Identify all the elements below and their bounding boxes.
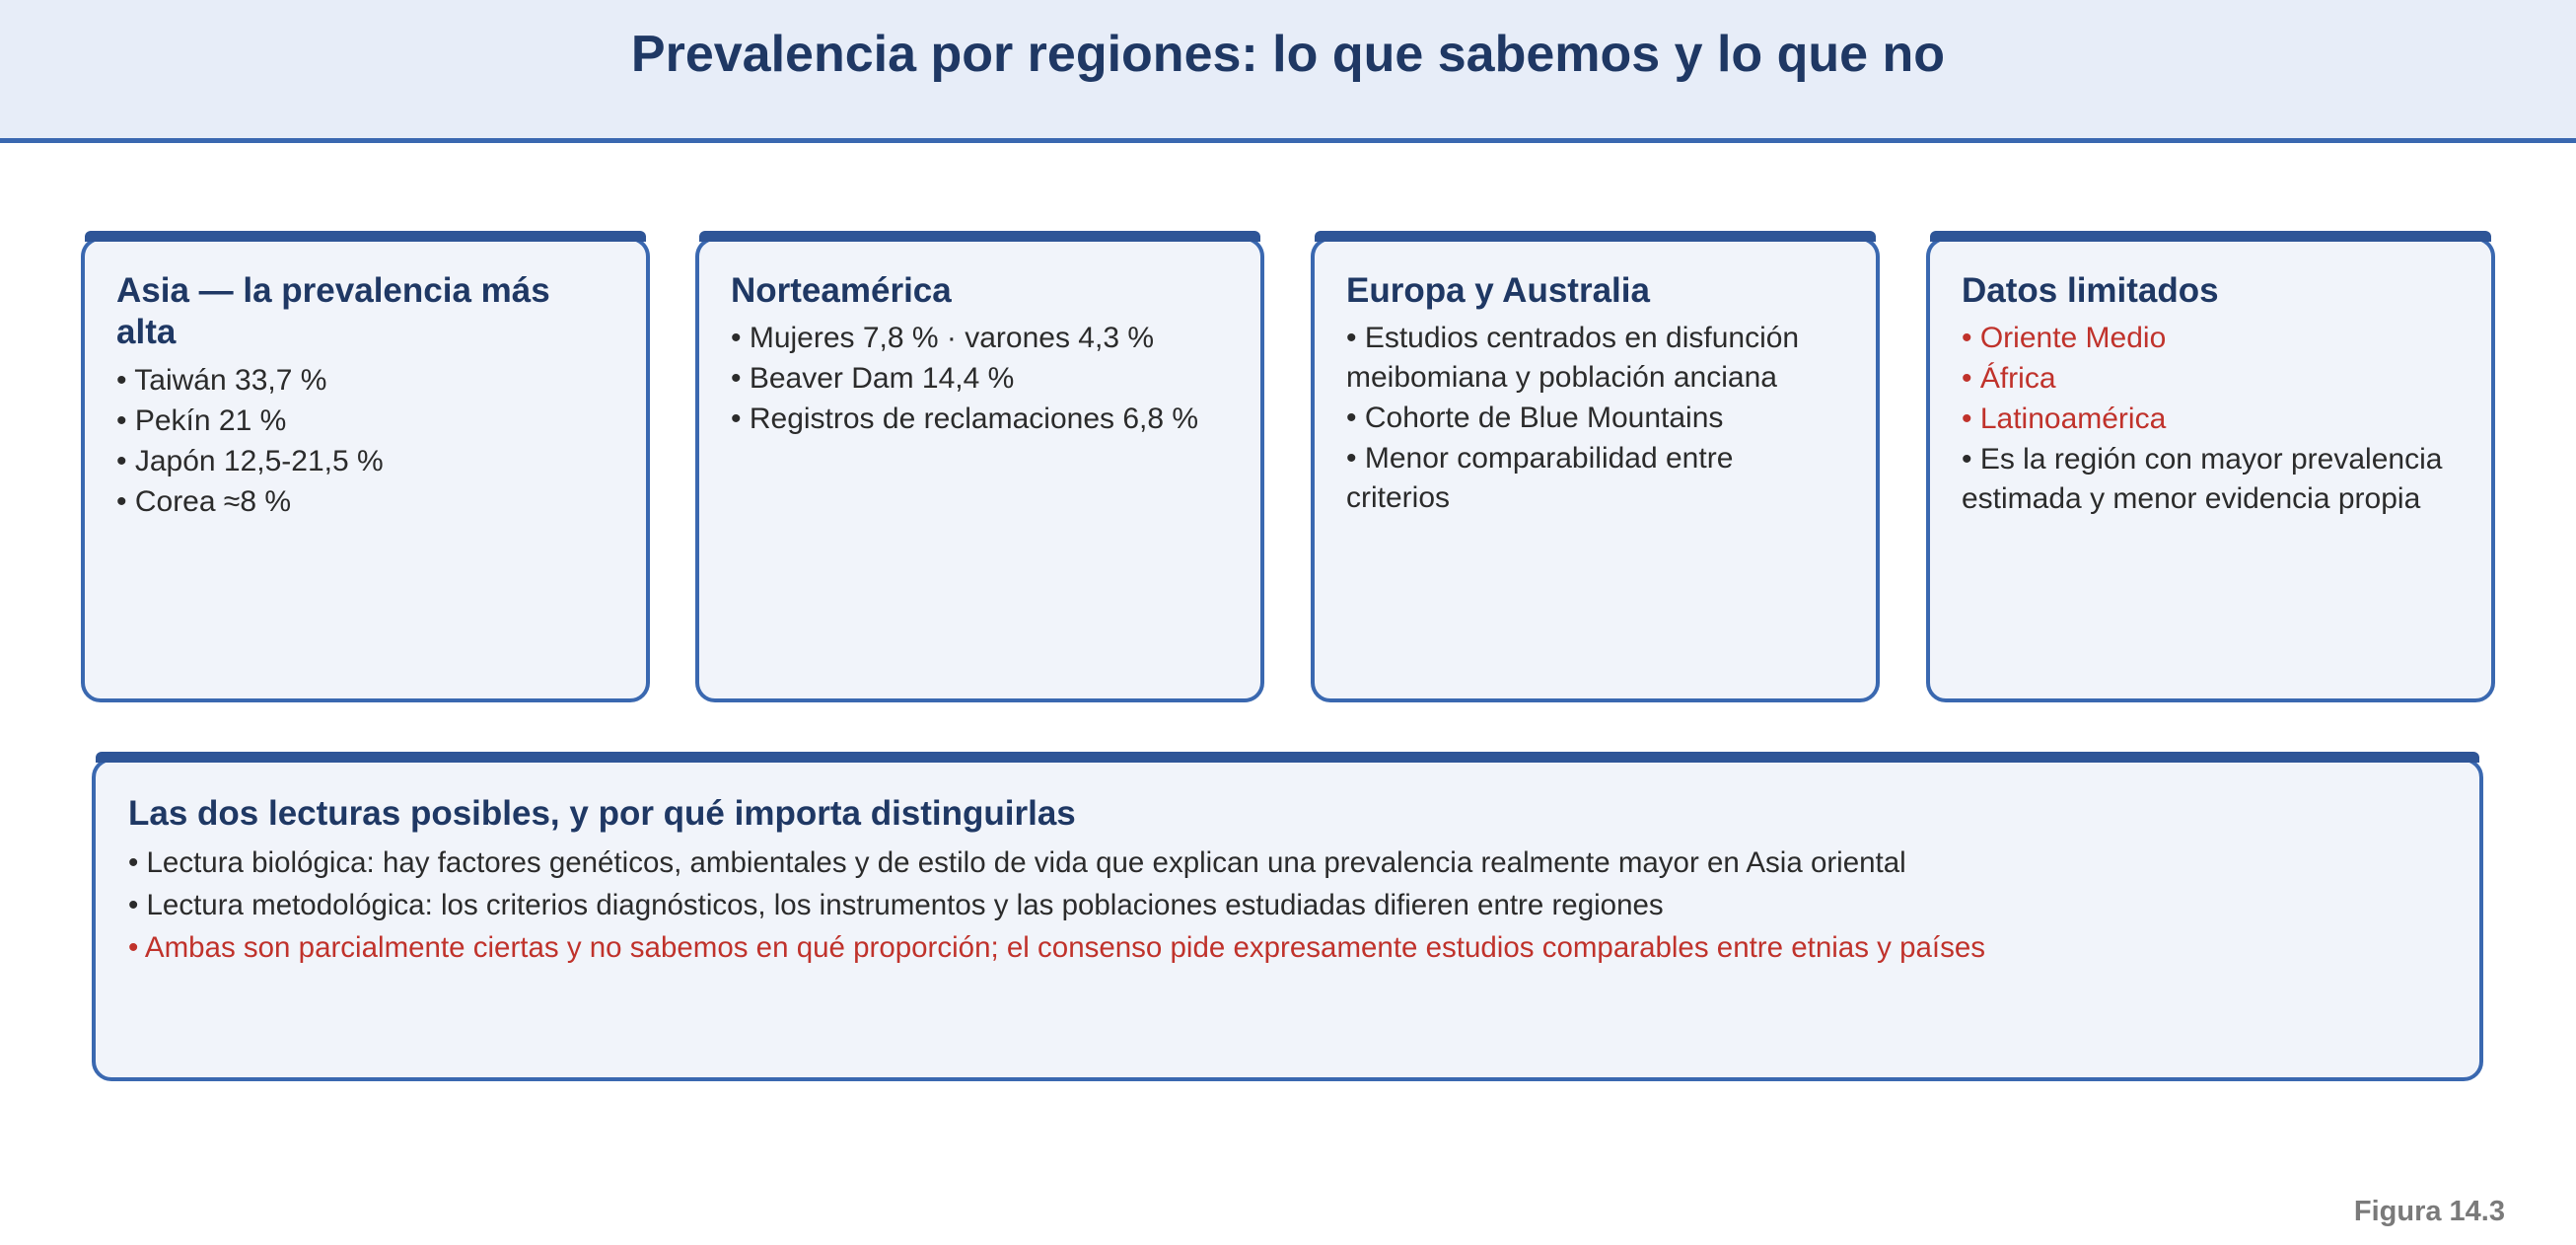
list-item: • Pekín 21 % [116, 404, 287, 437]
card-datos-limitados [1926, 237, 2495, 702]
card-top-bar [85, 231, 646, 242]
card-norteamerica [695, 237, 1264, 702]
list-item: • Cohorte de Blue Mountains [1346, 402, 1724, 434]
card-title-norteamerica: Norteamérica [731, 271, 952, 310]
card-top-bar [699, 231, 1260, 242]
card-list-asia [116, 361, 609, 523]
list-item: • Lectura biológica: hay factores genéticos, ambientales y de estilo de vida que explican una prevalencia realmente mayor en Asia oriental [128, 846, 1906, 879]
list-item: • Japón 12,5-21,5 % [116, 445, 384, 477]
figure-label: Figura 14.3 [2353, 1196, 2505, 1227]
card-top-bar [1930, 231, 2491, 242]
header-banner [0, 0, 2576, 143]
list-item-highlight: • Ambas son parcialmente ciertas y no sabemos en qué proporción; el consenso pide expresamente estudios comparables entre etnias y países [128, 931, 1986, 964]
page-title: Prevalencia por regiones: lo que sabemos y lo que no [630, 26, 1946, 83]
card-asia [81, 237, 650, 702]
card-europa-australia [1311, 237, 1880, 702]
card-top-bar [1315, 231, 1876, 242]
list-item: • Es la región con mayor prevalencia estimada y menor evidencia propia [1962, 443, 2443, 515]
list-item: • Estudios centrados en disfunción meibomiana y población anciana [1346, 322, 1800, 394]
list-item: • Menor comparabilidad entre criterios [1346, 442, 1734, 514]
list-item: • Registros de reclamaciones 6,8 % [731, 403, 1199, 435]
card-list-europa-australia [1346, 319, 1839, 519]
card-lecturas [92, 758, 2483, 1081]
card-top-bar [96, 752, 2479, 763]
list-item: • Corea ≈8 % [116, 485, 292, 518]
list-item: • Beaver Dam 14,4 % [731, 362, 1015, 395]
card-list-datos-limitados [1962, 319, 2455, 520]
list-item-highlight: • África [1962, 362, 2056, 395]
list-item: • Taiwán 33,7 % [116, 364, 327, 397]
list-item-highlight: • Latinoamérica [1962, 403, 2167, 435]
card-title-europa-australia: Europa y Australia [1346, 271, 1650, 310]
card-title-datos-limitados: Datos limitados [1962, 271, 2219, 310]
card-title-lecturas: Las dos lecturas posibles, y por qué importa distinguirlas [128, 794, 1076, 833]
list-item-highlight: • Oriente Medio [1962, 322, 2167, 354]
list-item: • Lectura metodológica: los criterios diagnósticos, los instrumentos y las poblaciones estudiadas difieren entre regiones [128, 889, 1664, 921]
card-title-asia: Asia — la prevalencia más alta [116, 271, 550, 351]
list-item: • Mujeres 7,8 % · varones 4,3 % [731, 322, 1155, 354]
card-list-lecturas [128, 842, 2436, 970]
card-list-norteamerica [731, 319, 1224, 440]
